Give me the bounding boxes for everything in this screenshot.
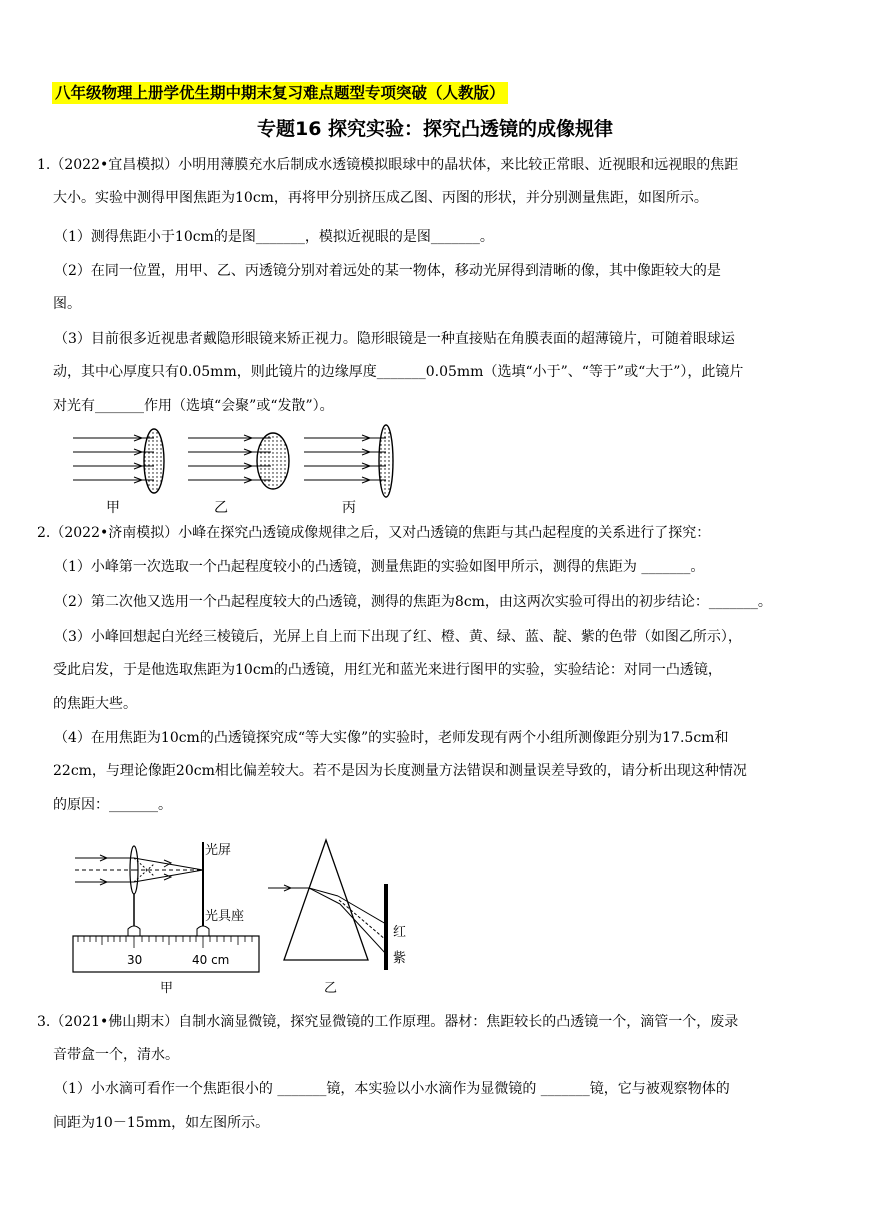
lens-bing	[304, 425, 393, 497]
label-jia: 甲	[106, 500, 120, 516]
water-lens-figure	[68, 424, 408, 516]
series-header-highlight: 八年级物理上册学优生期中期末复习难点题型专项突破（人教版）	[52, 82, 508, 104]
page-title: 专题16 探究实验：探究凸透镜的成像规律	[256, 118, 614, 140]
q2-line-4: （3）小峰回想起白光经三棱镜后，光屏上自上而下出现了红、橙、黄、绿、蓝、靛、紫的色带（如图乙所示），	[54, 629, 742, 645]
q2-line-9: 的原因：_______。	[53, 797, 172, 813]
bench-label: 光具座	[205, 909, 245, 924]
tick-30-label: 30	[127, 953, 143, 967]
q2-line-2: （1）小峰第一次选取一个凸起程度较小的凸透镜，测量焦距的实验如图甲所示，测得的焦距为 _______。	[54, 559, 705, 575]
q1-line-7: 动，其中心厚度只有0.05mm，则此镜片的边缘厚度_______0.05mm（选填“小于”、“等于”或“大于”），此镜片	[53, 364, 744, 380]
q2-line-3: （2）第二次他又选用一个凸起程度较大的凸透镜，测得的焦距为8cm，由这两次实验可得出的初步结论：_______。	[54, 594, 772, 610]
q1-line-6: （3）目前很多近视患者戴隐形眼镜来矫正视力。隐形眼镜是一种直接贴在角膜表面的超薄镜片，可随着眼球运	[54, 331, 735, 347]
purple-label: 紫	[393, 951, 407, 966]
screen-label: 光屏	[205, 843, 232, 858]
q2-line-6: 的焦距大些。	[53, 696, 137, 712]
prism-dispersion-figure-yi	[266, 832, 416, 1000]
label-yi: 乙	[214, 500, 228, 516]
q3-line-3: （1）小水滴可看作一个焦距很小的 _______镜，本实验以小水滴作为显微镜的 _______镜，它与被观察物体的	[54, 1081, 730, 1097]
q1-line-2: 大小。实验中测得甲图焦距为10cm，再将甲分别挤压成乙图、丙图的形状，并分别测量焦距，如图所示。	[53, 190, 708, 206]
lens-jia	[73, 429, 164, 493]
q1-line-4: （2）在同一位置，用甲、乙、丙透镜分别对着远处的某一物体，移动光屏得到清晰的像，其中像距较大的是	[54, 263, 721, 279]
q2-line-5: 受此启发，于是他选取焦距为10cm的凸透镜，用红光和蓝光来进行图甲的实验，实验结论：对同一凸透镜，	[53, 662, 722, 678]
red-label: 红	[393, 925, 407, 940]
q2-line-1: 2.（2022•济南模拟）小峰在探究凸透镜成像规律之后，又对凸透镜的焦距与其凸起程度的关系进行了探究：	[37, 525, 711, 541]
q2-line-8: 22cm，与理论像距20cm相比偏差较大。若不是因为长度测量方法错误和测量误差导致的，请分析出现这种情况	[53, 763, 747, 779]
label-bing: 丙	[342, 500, 356, 516]
tick-40-label: 40 cm	[192, 953, 230, 967]
q1-line-5: 图。	[53, 296, 81, 312]
lens-yi	[188, 433, 289, 489]
q2-line-7: （4）在用焦距为10cm的凸透镜探究成“等大实像”的实验时，老师发现有两个小组所测像距分别为17.5cm和	[54, 730, 729, 746]
q3-line-4: 间距为10－15mm，如左图所示。	[53, 1115, 270, 1131]
q1-line-1: 1.（2022•宜昌模拟）小明用薄膜充水后制成水透镜模拟眼球中的晶状体，来比较正常眼、近视眼和远视眼的焦距	[37, 157, 739, 173]
q3-line-1: 3.（2021•佛山期末）自制水滴显微镜，探究显微镜的工作原理。器材：焦距较长的凸透镜一个，滴管一个，废录	[37, 1014, 739, 1030]
label-figure-yi: 乙	[324, 981, 338, 996]
label-figure-jia: 甲	[160, 981, 174, 996]
q1-line-8: 对光有_______作用（选填“会聚”或“发散”）。	[53, 398, 334, 414]
focal-length-figure-jia	[70, 836, 265, 996]
q1-line-3: （1）测得焦距小于10cm的是图_______，模拟近视眼的是图_______。	[54, 229, 494, 245]
q3-line-2: 音带盒一个，清水。	[53, 1047, 179, 1063]
